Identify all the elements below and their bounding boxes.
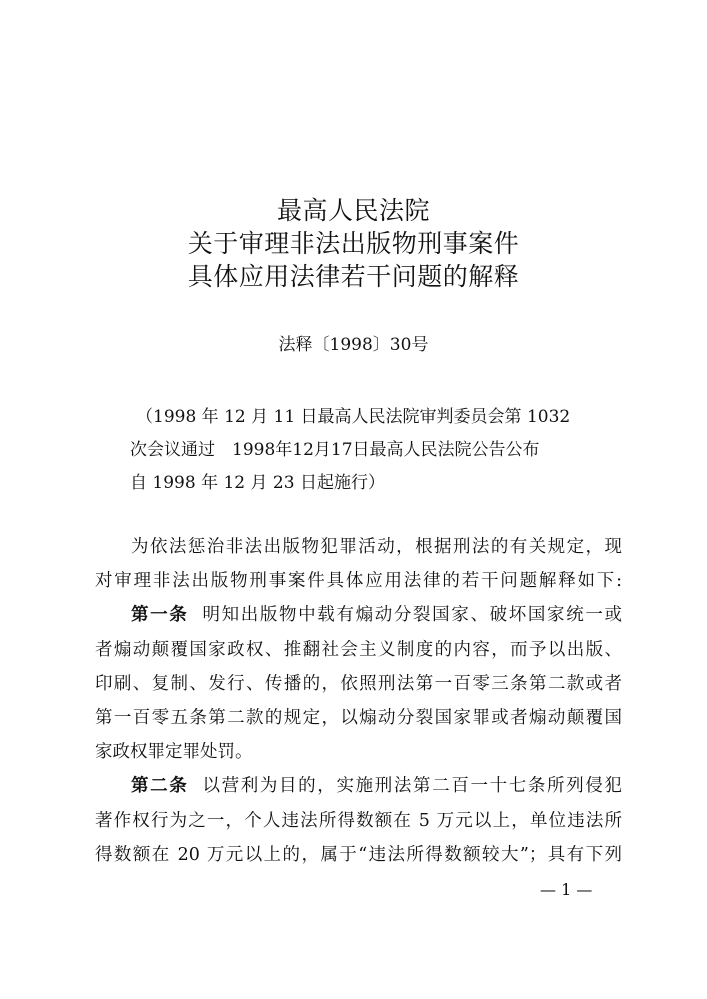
article-2-label: 第二条 — [131, 776, 189, 797]
article-1-line-3: 印刷、复制、发行、传播的，依照刑法第一百零三条第二款或者 — [95, 673, 622, 694]
article-1-line-5: 家政权罪定罪处罚。 — [95, 742, 253, 763]
adoption-line-3: 自 1998 年 12 月 23 日起施行） — [130, 473, 385, 493]
adoption-line-1: （1998 年 12 月 11 日最高人民法院审判委员会第 1032 — [136, 407, 571, 427]
page-number: — 1 — — [540, 880, 593, 899]
article-2-line-1 — [95, 769, 622, 803]
title-issuer: 最高人民法院 — [276, 196, 430, 225]
title-line-3: 具体应用法律若干问题的解释 — [187, 262, 520, 291]
document-title — [0, 194, 707, 293]
document-number: 法释〔1998〕30号 — [278, 335, 429, 355]
article-1-line-4: 第一百零五条第二款的规定，以煽动分裂国家罪或者煽动颠覆国 — [95, 707, 622, 728]
article-1-line-1 — [95, 598, 622, 632]
article-1-text-1: 明知出版物中载有煽动分裂国家、破坏国家统一或 — [202, 605, 622, 626]
preamble-line-1: 为依法惩治非法出版物犯罪活动，根据刑法的有关规定，现 — [131, 537, 622, 557]
article-2-paragraph — [95, 769, 622, 872]
document-body — [95, 530, 622, 872]
article-1-label: 第一条 — [131, 605, 189, 626]
preamble-paragraph — [95, 530, 622, 598]
adoption-line-2: 次会议通过 1998年12月17日最高人民法院公告公布 — [130, 440, 540, 460]
article-2-line-2: 著作权行为之一，个人违法所得数额在 5 万元以上，单位违法所 — [95, 810, 622, 831]
adoption-note — [130, 401, 600, 500]
article-2-text-1: 以营利为目的，实施刑法第二百一十七条所列侵犯 — [202, 776, 622, 797]
title-line-2: 关于审理非法出版物刑事案件 — [187, 229, 520, 258]
article-1-paragraph — [95, 598, 622, 769]
article-2-line-3: 得数额在 20 万元以上的，属于“违法所得数额较大”；具有下列 — [95, 844, 622, 865]
preamble-line-2: 对审理非法出版物刑事案件具体应用法律的若干问题解释如下: — [95, 571, 622, 592]
article-1-line-2: 者煽动颠覆国家政权、推翻社会主义制度的内容，而予以出版、 — [95, 639, 622, 660]
